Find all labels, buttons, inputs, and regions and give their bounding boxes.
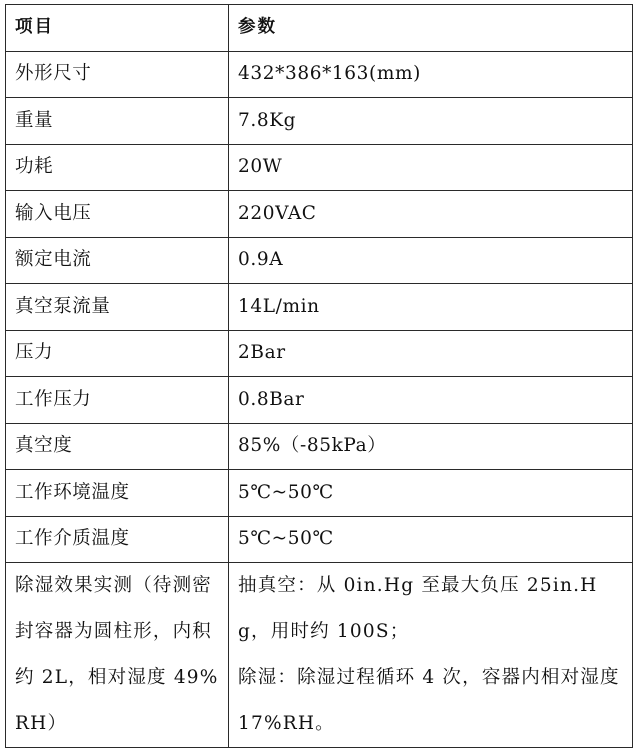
- row-item: 工作环境温度: [6, 470, 229, 517]
- row-param: 0.9A: [229, 237, 633, 284]
- row-item: 真空泵流量: [6, 284, 229, 331]
- row-param: 14L/min: [229, 284, 633, 331]
- table-row: [6, 330, 633, 377]
- header-param: 参数: [229, 5, 633, 52]
- table-row-dehumidify: [6, 563, 633, 748]
- spec-table: [5, 4, 633, 748]
- row-param: 20W: [229, 144, 633, 191]
- table-row: [6, 237, 633, 284]
- row-item: 工作介质温度: [6, 516, 229, 563]
- row-item: 重量: [6, 98, 229, 145]
- row-item: 真空度: [6, 423, 229, 470]
- row-param: 432*386*163(mm): [229, 51, 633, 98]
- param-vacuum-line: 抽真空：从 0in.Hg 至最大负压 25in.Hg，用时约 100S；: [238, 575, 598, 642]
- table-row: [6, 284, 633, 331]
- table-row: [6, 191, 633, 238]
- row-param: 5℃~50℃: [229, 470, 633, 517]
- row-param: 7.8Kg: [229, 98, 633, 145]
- row-param: 220VAC: [229, 191, 633, 238]
- row-param: 2Bar: [229, 330, 633, 377]
- row-item: 功耗: [6, 144, 229, 191]
- header-item: 项目: [6, 5, 229, 52]
- row-param: [229, 563, 633, 748]
- row-item: 压力: [6, 330, 229, 377]
- table-row: [6, 377, 633, 424]
- table-header-row: [6, 5, 633, 52]
- table-row: [6, 516, 633, 563]
- table-row: [6, 144, 633, 191]
- row-item: 输入电压: [6, 191, 229, 238]
- row-param: 0.8Bar: [229, 377, 633, 424]
- table-row: [6, 470, 633, 517]
- table-row: [6, 98, 633, 145]
- row-param: 5℃~50℃: [229, 516, 633, 563]
- row-item: 外形尺寸: [6, 51, 229, 98]
- table-row: [6, 51, 633, 98]
- param-dehumidify-line: 除湿：除湿过程循环 4 次，容器内相对湿度 17%RH。: [238, 667, 620, 734]
- table-row: [6, 423, 633, 470]
- row-item: 额定电流: [6, 237, 229, 284]
- row-param: 85%（-85kPa）: [229, 423, 633, 470]
- row-item: 除湿效果实测（待测密封容器为圆柱形，内积约 2L，相对湿度 49%RH）: [6, 563, 229, 748]
- row-item: 工作压力: [6, 377, 229, 424]
